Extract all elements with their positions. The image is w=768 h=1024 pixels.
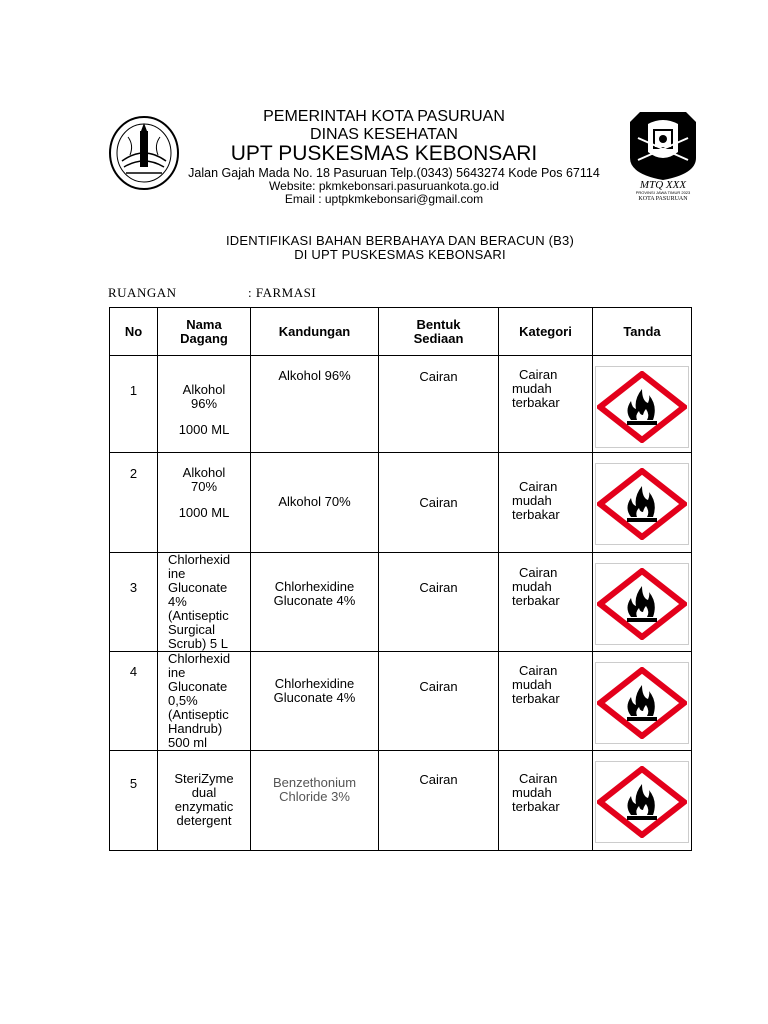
header-bentuk-line2: Sediaan bbox=[413, 330, 464, 346]
header-tanda: Tanda bbox=[593, 308, 692, 356]
hazard-sign-box bbox=[595, 463, 689, 545]
row-number: 4 bbox=[129, 664, 138, 679]
kategori-line: mudah bbox=[512, 785, 552, 800]
kandungan-line: Chloride 3% bbox=[279, 789, 350, 804]
kategori-line: mudah bbox=[512, 493, 552, 508]
nama-dagang-line: Chlorhexid bbox=[168, 552, 231, 567]
header-kandungan: Kandungan bbox=[251, 308, 379, 356]
header-no: No bbox=[110, 308, 158, 356]
nama-dagang-volume: 1000 ML bbox=[178, 422, 230, 437]
cell-tanda bbox=[593, 652, 692, 751]
mtq-subtitle: PROVINSI JAWA TIMUR 2023 bbox=[635, 190, 691, 195]
nama-dagang-line: Surgical bbox=[168, 622, 215, 637]
header-bentuk-sediaan bbox=[379, 308, 499, 356]
header-address: Jalan Gajah Mada No. 18 Pasuruan Telp.(0343) 5643274 Kode Pos 67114 bbox=[188, 166, 600, 180]
kategori-line: terbakar bbox=[512, 691, 560, 706]
flammable-ghs-icon bbox=[597, 371, 687, 443]
kategori-line: Cairan bbox=[519, 663, 558, 678]
nama-dagang-line: 500 ml bbox=[168, 735, 208, 750]
nama-dagang-line: 0,5% bbox=[168, 693, 198, 708]
cell-no bbox=[110, 652, 158, 751]
flammable-ghs-icon bbox=[597, 568, 687, 640]
kategori-line: mudah bbox=[512, 579, 552, 594]
hazard-sign-box bbox=[595, 563, 689, 645]
flammable-ghs-icon bbox=[597, 468, 687, 540]
flammable-ghs-icon bbox=[597, 667, 687, 739]
kategori-line: mudah bbox=[512, 677, 552, 692]
nama-dagang-line: Gluconate bbox=[168, 679, 228, 694]
hazard-sign-box bbox=[595, 366, 689, 448]
cell-kandungan bbox=[251, 553, 379, 652]
cell-bentuk-sediaan bbox=[379, 652, 499, 751]
ruangan-label: RUANGAN bbox=[108, 285, 177, 300]
cell-bentuk-sediaan bbox=[379, 751, 499, 851]
mtq-city: KOTA PASURUAN bbox=[638, 196, 688, 202]
row-number: 2 bbox=[129, 466, 138, 481]
bentuk-sediaan-value: Cairan bbox=[419, 679, 458, 694]
kategori-line: terbakar bbox=[512, 799, 560, 814]
nama-dagang-line: (Antiseptic bbox=[168, 707, 229, 722]
kandungan-line: Gluconate 4% bbox=[273, 690, 356, 705]
cell-tanda bbox=[593, 751, 692, 851]
hazard-sign-box bbox=[595, 662, 689, 744]
document-subtitle: DI UPT PUSKESMAS KEBONSARI bbox=[294, 247, 506, 262]
nama-dagang-line: ine bbox=[168, 566, 186, 581]
bentuk-sediaan-value: Cairan bbox=[419, 369, 458, 384]
bentuk-sediaan-value: Cairan bbox=[419, 495, 458, 510]
table-row bbox=[110, 553, 692, 652]
b3-table bbox=[109, 307, 692, 851]
cell-nama-dagang bbox=[158, 356, 251, 453]
nama-dagang-line: SteriZyme bbox=[174, 771, 234, 786]
nama-dagang-line: detergent bbox=[176, 813, 232, 828]
nama-dagang-line: Chlorhexid bbox=[168, 651, 231, 666]
cell-kandungan bbox=[251, 652, 379, 751]
kategori-line: Cairan bbox=[519, 771, 558, 786]
cell-kategori bbox=[499, 453, 593, 553]
bentuk-sediaan-value: Cairan bbox=[419, 772, 458, 787]
row-number: 1 bbox=[129, 383, 138, 398]
mtq-title: MTQ XXX bbox=[639, 179, 687, 191]
kategori-line: terbakar bbox=[512, 395, 560, 410]
nama-dagang-line: Alkohol bbox=[182, 465, 226, 480]
cell-kategori bbox=[499, 751, 593, 851]
kategori-line: terbakar bbox=[512, 507, 560, 522]
header-nama-line1: Nama bbox=[186, 316, 222, 332]
cell-kategori bbox=[499, 652, 593, 751]
kategori-line: Cairan bbox=[519, 479, 558, 494]
table-row bbox=[110, 751, 692, 851]
kategori-line: terbakar bbox=[512, 593, 560, 608]
kandungan-line: Alkohol 96% bbox=[278, 368, 351, 383]
nama-dagang-line: Gluconate bbox=[168, 580, 228, 595]
cell-kandungan bbox=[251, 751, 379, 851]
table-row bbox=[110, 652, 692, 751]
cell-nama-dagang bbox=[158, 553, 251, 652]
nama-dagang-line: Alkohol bbox=[182, 382, 226, 397]
header-institution: UPT PUSKESMAS KEBONSARI bbox=[230, 142, 538, 165]
nama-dagang-volume: 1000 ML bbox=[178, 505, 230, 520]
table-row bbox=[110, 356, 692, 453]
header-nama-dagang bbox=[158, 308, 251, 356]
nama-dagang-line: 70% bbox=[190, 479, 218, 494]
cell-kandungan bbox=[251, 356, 379, 453]
nama-dagang-line: dual bbox=[191, 785, 217, 800]
document-title: IDENTIFIKASI BAHAN BERBAHAYA DAN BERACUN (B3) bbox=[225, 233, 575, 248]
nama-dagang-line: ine bbox=[168, 665, 186, 680]
cell-tanda bbox=[593, 356, 692, 453]
cell-bentuk-sediaan bbox=[379, 453, 499, 553]
row-number: 3 bbox=[129, 580, 138, 595]
row-number: 5 bbox=[129, 776, 138, 791]
header-kategori: Kategori bbox=[499, 308, 593, 356]
header-bentuk-line1: Bentuk bbox=[416, 316, 461, 332]
header-nama-line2: Dagang bbox=[180, 330, 228, 346]
bentuk-sediaan-value: Cairan bbox=[419, 580, 458, 595]
nama-dagang-line: 4% bbox=[168, 594, 187, 609]
nama-dagang-line: (Antiseptic bbox=[168, 608, 229, 623]
kategori-line: mudah bbox=[512, 381, 552, 396]
cell-no bbox=[110, 453, 158, 553]
cell-bentuk-sediaan bbox=[379, 553, 499, 652]
cell-kandungan bbox=[251, 453, 379, 553]
kandungan-line: Gluconate 4% bbox=[273, 593, 356, 608]
cell-no bbox=[110, 553, 158, 652]
kategori-line: Cairan bbox=[519, 565, 558, 580]
cell-no bbox=[110, 356, 158, 453]
cell-bentuk-sediaan bbox=[379, 356, 499, 453]
hazard-sign-box bbox=[595, 761, 689, 843]
kandungan-line: Chlorhexidine bbox=[274, 676, 355, 691]
kategori-line: Cairan bbox=[519, 367, 558, 382]
cell-kategori bbox=[499, 553, 593, 652]
cell-nama-dagang bbox=[158, 751, 251, 851]
cell-tanda bbox=[593, 553, 692, 652]
ruangan-value: : FARMASI bbox=[248, 285, 317, 300]
cell-tanda bbox=[593, 453, 692, 553]
cell-kategori bbox=[499, 356, 593, 453]
table-row bbox=[110, 453, 692, 553]
table-header-row bbox=[110, 308, 692, 356]
nama-dagang-line: 96% bbox=[190, 396, 218, 411]
flammable-ghs-icon bbox=[597, 766, 687, 838]
kandungan-line: Benzethonium bbox=[272, 775, 357, 790]
kandungan-line: Alkohol 70% bbox=[278, 494, 351, 509]
kandungan-line: Chlorhexidine bbox=[274, 579, 355, 594]
header-department: DINAS KESEHATAN bbox=[310, 126, 458, 143]
nama-dagang-line: Handrub) bbox=[168, 721, 223, 736]
cell-nama-dagang bbox=[158, 652, 251, 751]
cell-nama-dagang bbox=[158, 453, 251, 553]
header-government: PEMERINTAH KOTA PASURUAN bbox=[263, 108, 505, 125]
cell-no bbox=[110, 751, 158, 851]
nama-dagang-line: Scrub) 5 L bbox=[168, 636, 228, 651]
header-email: Email : uptpkmkebonsari@gmail.com bbox=[284, 192, 484, 206]
nama-dagang-line: enzymatic bbox=[174, 799, 234, 814]
header-website: Website: pkmkebonsari.pasuruankota.go.id bbox=[269, 179, 499, 193]
